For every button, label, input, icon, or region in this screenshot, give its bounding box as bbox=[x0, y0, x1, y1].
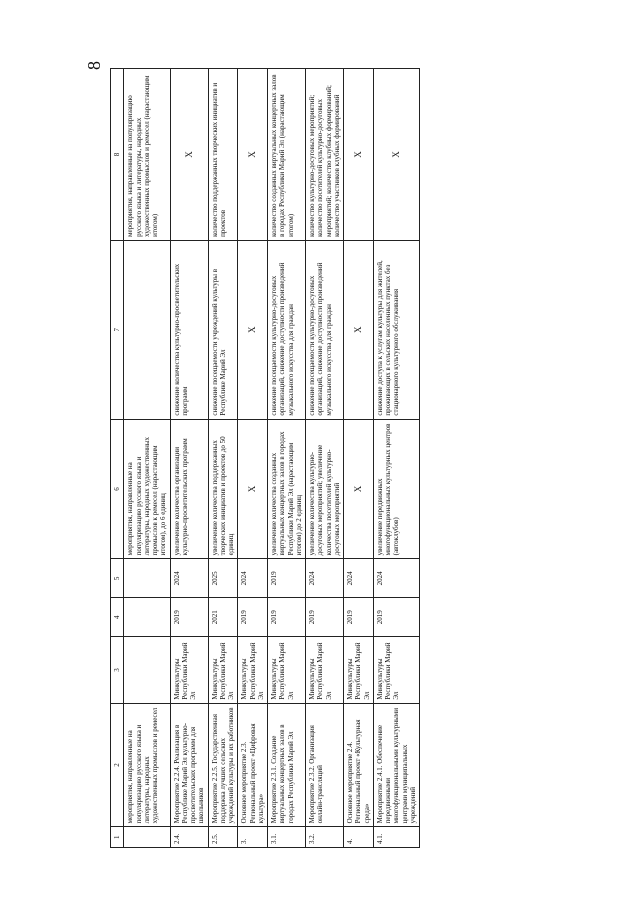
table-row bbox=[306, 69, 344, 848]
consequences bbox=[124, 240, 170, 419]
measure-name: Мероприятие 2.2.4. Реализация в Республике Марий Эл культурно-просветительских программ для школьников bbox=[170, 703, 208, 827]
table-row bbox=[238, 69, 268, 848]
table-row bbox=[344, 69, 374, 848]
consequences: снижение посещаемости учреждений культуры в Республике Марий Эл bbox=[208, 240, 238, 419]
table-row bbox=[208, 69, 238, 848]
indicator: Х bbox=[170, 69, 208, 241]
measure-name: Мероприятие 2.2.5. Государственная поддержка лучших сельских учреждений культуры и их работников bbox=[208, 703, 238, 827]
row-number: 2.4. bbox=[170, 827, 208, 848]
row-number: 4.1. bbox=[373, 827, 419, 848]
start-year: 2019 bbox=[170, 598, 208, 637]
start-year: 2019 bbox=[238, 598, 268, 637]
start-year: 2021 bbox=[208, 598, 238, 637]
expected-result: Х bbox=[238, 419, 268, 559]
expected-result: увеличение количества культурно-досуговых мероприятий; увеличение количества посетителей культурно-досуговых мероприятий bbox=[306, 419, 344, 559]
row-number: 3.2. bbox=[306, 827, 344, 848]
start-year: 2019 bbox=[306, 598, 344, 637]
indicator: Х bbox=[238, 69, 268, 241]
executor: Минкультуры Республики Марий Эл bbox=[344, 637, 374, 703]
start-year bbox=[124, 598, 170, 637]
table-row bbox=[170, 69, 208, 848]
end-year: 2024 bbox=[306, 559, 344, 598]
start-year: 2019 bbox=[268, 598, 306, 637]
expected-result: Х bbox=[344, 419, 374, 559]
consequences: Х bbox=[344, 240, 374, 419]
consequences: снижение посещаемости культурно-досуговых организаций, снижение доступности произведений музыкального искусства для граждан bbox=[306, 240, 344, 419]
document-table-rotated bbox=[110, 68, 530, 848]
executor: Минкультуры Республики Марий Эл bbox=[170, 637, 208, 703]
expected-result: увеличение количества созданных виртуальных концертных залов в городах Республики Марий Эл (нарастающим итогом) до 2 единиц bbox=[268, 419, 306, 559]
table-row bbox=[124, 69, 170, 848]
measure-name: Мероприятие 2.4.1. Обеспечение передвижными многофункциональными культурными центрами муниципальных учреждений bbox=[373, 703, 419, 827]
end-year: 2025 bbox=[208, 559, 238, 598]
page-number: 8 bbox=[84, 61, 104, 70]
indicator: количество культурно-досуговых мероприятий; количество посетителей культурно-досуговых мероприятий; количество клубных формирований; количество участников клубных формирований bbox=[306, 69, 344, 241]
end-year bbox=[124, 559, 170, 598]
row-number: 2.5. bbox=[208, 827, 238, 848]
expected-result: мероприятия, направленные на популяризацию русского языка и литературы, народных художественных промыслов к ремесел (нарастающим итогом), до 6 единиц bbox=[124, 419, 170, 559]
row-number: 3. bbox=[238, 827, 268, 848]
indicator: количество созданных виртуальных концертных залов в городах Республики Марий Эл (нарастающим итогом) bbox=[268, 69, 306, 241]
end-year: 2024 bbox=[373, 559, 419, 598]
consequences: Х bbox=[238, 240, 268, 419]
consequences: снижение доступа к услугам культуры для жителей, проживающих в сельских населенных пунктах без стационарного культурного обслуживания bbox=[373, 240, 419, 419]
header-cell: 6 bbox=[111, 419, 124, 559]
indicator: Х bbox=[373, 69, 419, 241]
expected-result: увеличение количества организации культурно-просветительских программ bbox=[170, 419, 208, 559]
consequences: снижение посещаемости культурно-досуговых организаций, снижение доступности произведений музыкального искусства для граждан bbox=[268, 240, 306, 419]
expected-result: увеличение передвижных многофункциональных культурных центров (автоклубов) bbox=[373, 419, 419, 559]
executor: Минкультуры Республики Марий Эл bbox=[268, 637, 306, 703]
table-row bbox=[268, 69, 306, 848]
expected-result: увеличение количества поддержанных творческих инициатив и проектов до 50 единиц bbox=[208, 419, 238, 559]
measure-name: Мероприятие 2.3.1. Создание виртуальных концертных залов в городах Республики Марий Эл bbox=[268, 703, 306, 827]
end-year: 2019 bbox=[268, 559, 306, 598]
executor bbox=[124, 637, 170, 703]
indicator: количество поддержанных творческих инициатив и проектов bbox=[208, 69, 238, 241]
measure-name: Мероприятие 2.3.2. Организация онлайн-трансляций bbox=[306, 703, 344, 827]
end-year: 2024 bbox=[238, 559, 268, 598]
executor: Минкультуры Республики Марий Эл bbox=[238, 637, 268, 703]
measure-name: Основное мероприятие 2.4. Региональный проект «Культурная среда» bbox=[344, 703, 374, 827]
table-row bbox=[373, 69, 419, 848]
header-cell: 2 bbox=[111, 703, 124, 827]
row-number: 3.1. bbox=[268, 827, 306, 848]
executor: Минкультуры Республики Марий Эл bbox=[373, 637, 419, 703]
executor: Минкультуры Республики Марий Эл bbox=[208, 637, 238, 703]
header-cell: 7 bbox=[111, 240, 124, 419]
header-cell: 5 bbox=[111, 559, 124, 598]
end-year: 2024 bbox=[170, 559, 208, 598]
measure-name: мероприятия, направленные на популяризацию русского языка и литературы, народных художественных промыслов и ремесел bbox=[124, 703, 170, 827]
indicator: мероприятия, направленные на популяризацию русского языка и литературы, народных художественных промыслов и ремесел (нарастающим итогом) bbox=[124, 69, 170, 241]
header-cell: 1 bbox=[111, 827, 124, 848]
header-cell: 4 bbox=[111, 598, 124, 637]
measure-name: Основное мероприятие 2.3. Региональный проект «Цифровая культура» bbox=[238, 703, 268, 827]
end-year: 2024 bbox=[344, 559, 374, 598]
start-year: 2019 bbox=[373, 598, 419, 637]
header-cell: 3 bbox=[111, 637, 124, 703]
header-cell: 8 bbox=[111, 69, 124, 241]
row-number bbox=[124, 827, 170, 848]
row-number: 4. bbox=[344, 827, 374, 848]
indicator: Х bbox=[344, 69, 374, 241]
measures-table bbox=[110, 68, 420, 848]
consequences: снижение количества культурно-просветительских программ bbox=[170, 240, 208, 419]
executor: Минкультуры Республики Марий Эл bbox=[306, 637, 344, 703]
start-year: 2019 bbox=[344, 598, 374, 637]
header-row bbox=[111, 69, 124, 848]
